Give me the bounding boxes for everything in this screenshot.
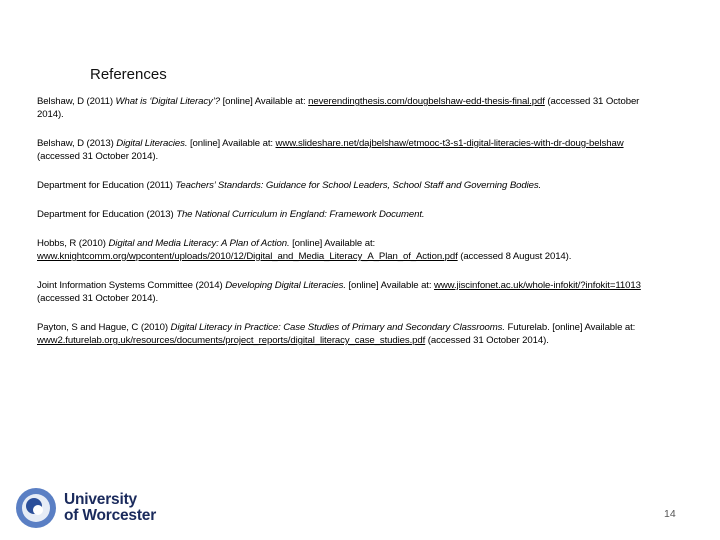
reference-item — [37, 137, 647, 163]
reference-author: Joint Information Systems Committee (2014) — [37, 280, 226, 291]
reference-text: [online] Available at: — [187, 138, 276, 149]
reference-link[interactable]: www2.futurelab.org.uk/resources/documents/project_reports/digital_literacy_case_studies.pdf — [37, 335, 426, 346]
reference-text: [online] Available at: — [345, 280, 435, 291]
reference-item — [37, 237, 647, 263]
reference-link[interactable]: www.jiscinfonet.ac.uk/whole-infokit/?infokit=11013 — [434, 280, 641, 291]
reference-author: Belshaw, D (2013) — [37, 138, 117, 149]
logo-line-2: of Worcester — [64, 507, 157, 524]
reference-item — [37, 279, 647, 305]
reference-accessed: (accessed 31 October 2014). — [37, 96, 640, 120]
reference-item — [37, 179, 647, 192]
reference-author: Department for Education (2013) — [37, 209, 177, 220]
reference-link[interactable]: www.slideshare.net/dajbelshaw/etmooc-t3-s1-digital-literacies-with-dr-doug-belshaw — [275, 138, 624, 149]
reference-accessed: (accessed 31 October 2014). — [425, 335, 549, 346]
reference-text: [online] Available at: — [220, 96, 309, 107]
university-logo — [14, 485, 156, 531]
reference-title: Digital Literacies. — [116, 138, 188, 149]
reference-title: Digital and Media Literacy: A Plan of Action. — [108, 238, 290, 249]
reference-item — [37, 95, 647, 121]
reference-title: Developing Digital Literacies. — [225, 280, 346, 291]
reference-accessed: (accessed 31 October 2014). — [37, 151, 159, 162]
reference-item — [37, 321, 647, 347]
worcester-crest-icon — [14, 485, 58, 531]
reference-link[interactable]: neverendingthesis.com/dougbelshaw-edd-thesis-final.pdf — [308, 96, 545, 107]
logo-line-1: University — [64, 491, 137, 508]
reference-author: Belshaw, D (2011) — [37, 96, 116, 107]
reference-title: The National Curriculum in England: Framework Document. — [176, 209, 425, 220]
page-number: 14 — [664, 508, 676, 520]
reference-list — [37, 95, 647, 363]
reference-accessed: (accessed 31 October 2014). — [37, 293, 159, 304]
reference-title: Teachers’ Standards: Guidance for School Leaders, School Staff and Governing Bodies. — [175, 180, 542, 191]
reference-author: Department for Education (2011) — [37, 180, 176, 191]
reference-title: What is ‘Digital Literacy’? — [115, 96, 221, 107]
reference-text: [online] Available at: — [289, 238, 376, 249]
reference-author: Hobbs, R (2010) — [37, 238, 109, 249]
reference-link[interactable]: www.knightcomm.org/wpcontent/uploads/2010/12/Digital_and_Media_Literacy_A_Plan_of_Action.pdf — [37, 251, 458, 262]
reference-accessed: (accessed 8 August 2014). — [457, 251, 572, 262]
university-name — [64, 492, 156, 524]
reference-item — [37, 208, 647, 221]
slide-title: References — [90, 66, 167, 83]
reference-title: Digital Literacy in Practice: Case Studies of Primary and Secondary Classrooms. — [170, 322, 505, 333]
reference-text: Futurelab. [online] Available at: — [504, 322, 636, 333]
reference-author: Payton, S and Hague, C (2010) — [37, 322, 171, 333]
